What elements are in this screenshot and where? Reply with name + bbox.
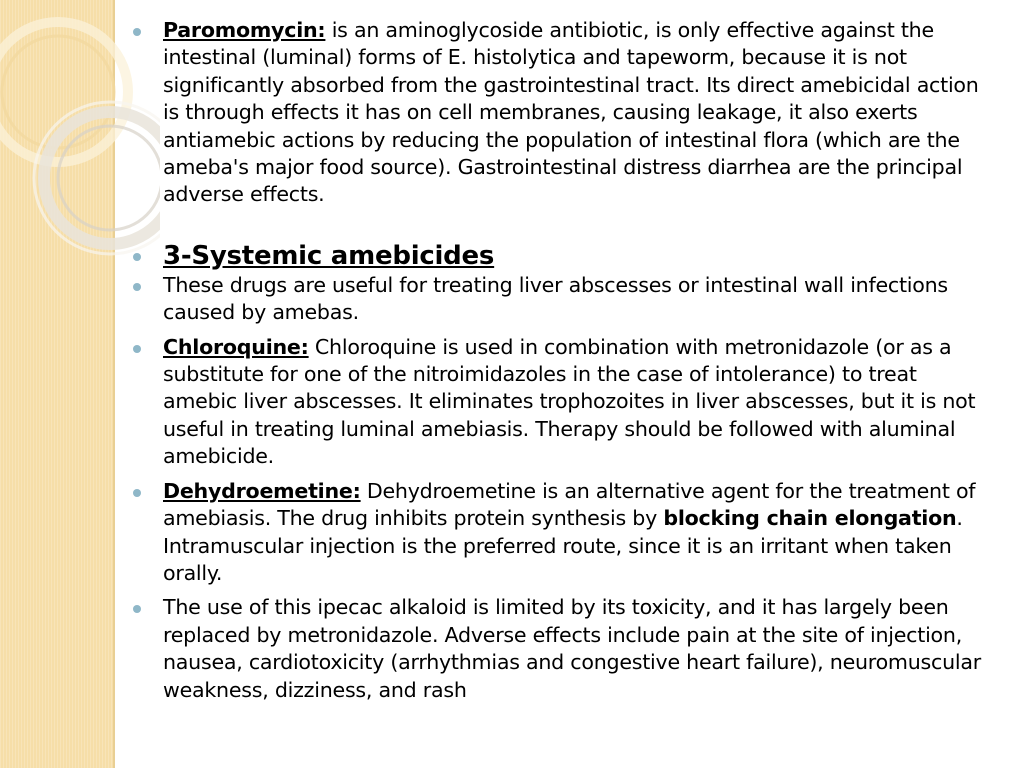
item-text: is an aminoglycoside antibiotic, is only effective against the intestinal (luminal) forms of E. histolytica and tapeworm, because it is not significantly absorbed from the gastrointestinal tract. Its direct amebicidal action is through effects it has on cell membranes, causing leakage, it also exerts antiamebic actions by reducing the population of intestinal flora (which are the ameba's major food source). Gastrointestinal distress diarrhea are the principal adverse effects.: [163, 18, 979, 207]
term-label: Paromomycin:: [163, 18, 326, 42]
list-item-ipecac: [131, 594, 996, 704]
item-text: The use of this ipecac alkaloid is limited by its toxicity, and it has largely been replaced by metronidazole. Adverse effects include pain at the site of injection, nausea, cardiotoxicity (arrhythmias and congestive heart failure), neuromuscular weakness, dizziness, and rash: [163, 595, 981, 702]
list-item-systemic-intro: [131, 272, 996, 327]
item-text: . Intramuscular injection is the preferred route, since it is an irritant when taken orally.: [163, 506, 963, 585]
bullet-icon: [133, 605, 141, 613]
bullet-icon: [133, 28, 141, 36]
term-label: Dehydroemetine:: [163, 478, 361, 503]
bullet-icon: [133, 345, 141, 353]
bullet-list: [131, 17, 996, 704]
item-text: These drugs are useful for treating liver abscesses or intestinal wall infections caused by amebas.: [163, 272, 948, 325]
list-item-chloroquine: [131, 334, 996, 471]
list-item-paromomycin: [131, 17, 996, 209]
bullet-icon: [133, 253, 141, 261]
list-item-dehydroemetine: [131, 478, 996, 588]
item-text: Dehydroemetine is an alternative agent for the treatment of amebiasis. The drug inhibits protein synthesis by: [163, 478, 976, 531]
emphasis-text: blocking chain elongation: [663, 506, 957, 531]
bullet-icon: [133, 489, 141, 497]
section-heading: 3-Systemic amebicides: [163, 240, 495, 271]
item-text: Chloroquine is used in combination with metronidazole (or as a substitute for one of the nitroimidazoles in the case of intolerance) to treat amebic liver abscesses. It eliminates trophozoites in liver abscesses, but it is not useful in treating luminal amebiasis. Therapy should be followed with aluminal amebicide.: [163, 334, 976, 469]
bullet-icon: [133, 283, 141, 291]
list-item-heading: [131, 240, 996, 272]
term-label: Chloroquine:: [163, 334, 309, 359]
